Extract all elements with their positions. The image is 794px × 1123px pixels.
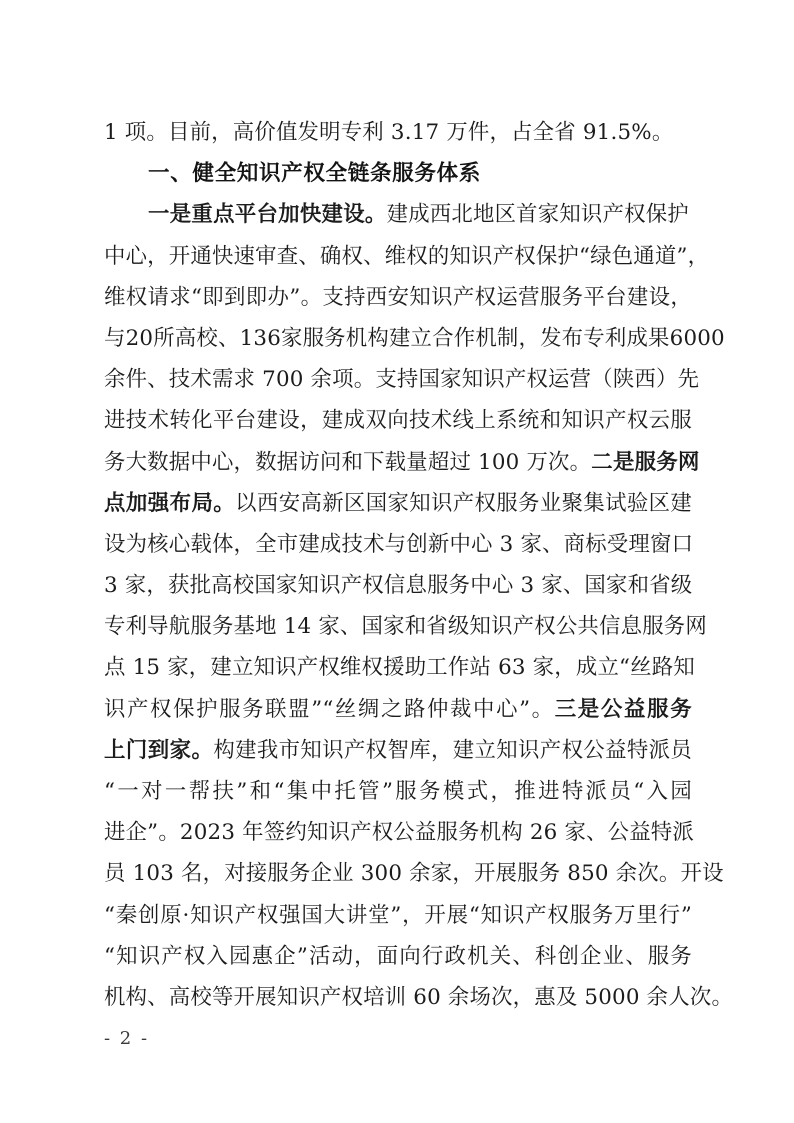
text-run: “一对一帮扶”和“集中托管”服务模式，推进特派员“入园	[104, 779, 692, 804]
text-line	[104, 565, 692, 606]
paragraph-lines	[104, 194, 734, 1018]
text-line	[104, 606, 707, 647]
emphasis-run: 三是公益服务	[554, 696, 692, 722]
text-run: 识产权保护服务联盟”“丝绸之路仲裁中心”。	[104, 696, 555, 722]
text-line	[104, 483, 692, 524]
text-run: 与20所高校、136家服务机构建立合作机制，发布专利成果6000	[104, 325, 725, 351]
text-run: 中心，开通快速审查、确权、维权的知识产权保护“绿色通道”，	[104, 243, 710, 269]
emphasis-run: 点加强布局。	[104, 490, 236, 516]
text-run: 设为核心载体，全市建成技术与创新中心 3 家、商标受理窗口	[104, 531, 694, 557]
text-line	[104, 812, 692, 853]
text-run: 员 103 名，对接服务企业 300 余家，开展服务 850 余次。开设	[104, 861, 724, 887]
text-line	[104, 853, 724, 894]
text-line	[104, 400, 692, 441]
text-line	[104, 771, 692, 812]
text-run: 务大数据中心，数据访问和下载量超过 100 万次。	[104, 449, 592, 475]
text-line	[104, 689, 692, 730]
text-run: 建成西北地区首家知识产权保护	[386, 202, 689, 228]
text-run: 进技术转化平台建设，建成双向技术线上系统和知识产权云服	[104, 408, 692, 434]
text-line	[104, 112, 692, 153]
text-run: 专利导航服务基地 14 家、国家和省级知识产权公共信息服务网	[104, 614, 707, 640]
text-run: 余件、技术需求 700 余项。支持国家知识产权运营（陕西）先	[104, 367, 700, 393]
text-run: 以西安高新区国家知识产权服务业聚集试验区建	[235, 490, 692, 516]
text-run: “知识产权入园惠企”活动，面向行政机关、科创企业、服务	[104, 943, 692, 969]
section-heading: 一、健全知识产权全链条服务体系	[148, 161, 481, 187]
text-run: 机构、高校等开展知识产权培训 60 余场次，惠及 5000 余人次。	[104, 984, 734, 1010]
text-run: 构建我市知识产权智库，建立知识产权公益特派员	[213, 737, 692, 763]
text-run: 进企”。2023 年签约知识产权公益服务机构 26 家、公益特派	[104, 820, 694, 846]
text-line	[104, 236, 710, 277]
text-line	[104, 647, 695, 688]
text-line	[104, 730, 692, 771]
text-run: 点 15 家，建立知识产权维权援助工作站 63 家，成立“丝路知	[104, 655, 695, 681]
text-line	[104, 524, 692, 565]
text-run: 维权请求“即到即办”。支持西安知识产权运营服务平台建设，	[104, 284, 692, 310]
text-line	[104, 895, 692, 936]
text-line	[104, 442, 700, 483]
document-body	[104, 112, 734, 1018]
emphasis-run: 一是重点平台加快建设。	[148, 202, 387, 228]
page-number: - 2 -	[104, 1028, 150, 1049]
emphasis-run: 上门到家。	[104, 737, 214, 763]
text-run: 1 项。目前，高价值发明专利 3.17 万件，占全省 91.5%。	[104, 120, 674, 145]
text-line	[104, 936, 692, 977]
text-line	[104, 194, 692, 235]
text-run: “秦创原·知识产权强国大讲堂”，开展“知识产权服务万里行”	[104, 902, 692, 928]
text-run: 3 家，获批高校国家知识产权信息服务中心 3 家、国家和省级	[104, 573, 693, 599]
text-line	[104, 277, 692, 318]
text-line	[104, 359, 700, 400]
text-line	[104, 318, 725, 359]
emphasis-run: 二是服务网	[591, 449, 700, 475]
text-line	[104, 977, 734, 1018]
